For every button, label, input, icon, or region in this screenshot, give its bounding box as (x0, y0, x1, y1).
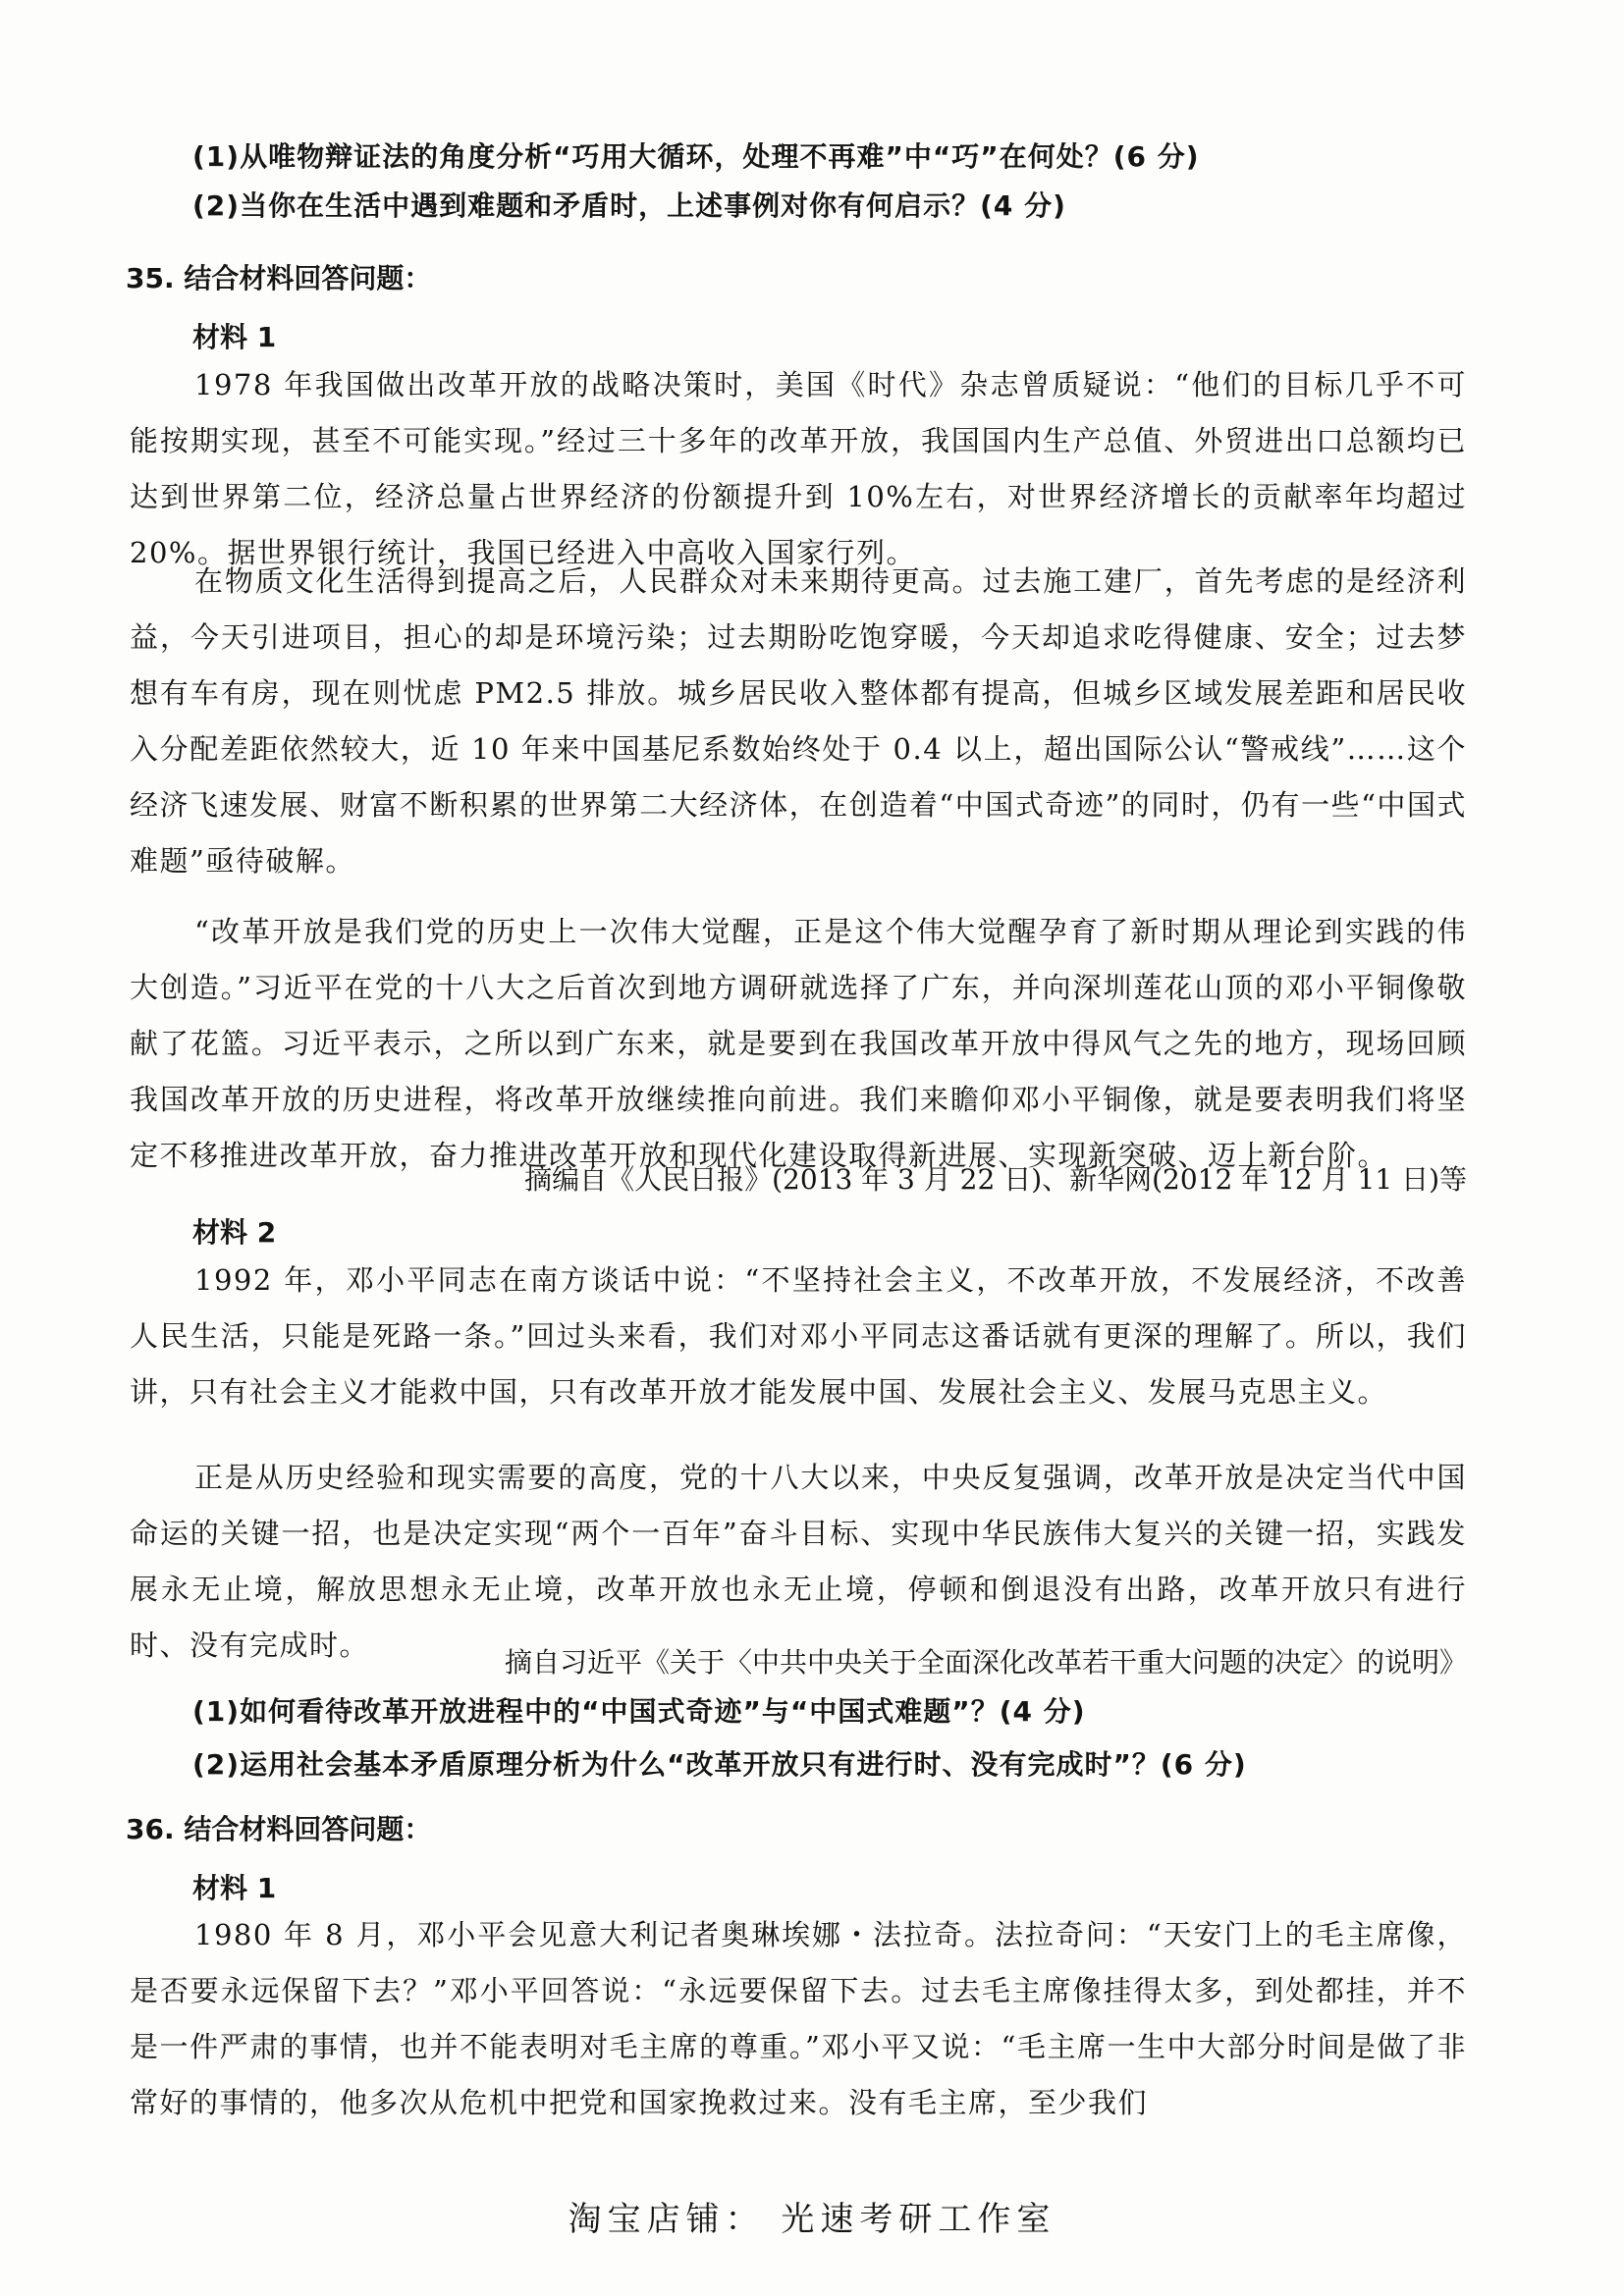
q35-m1-paragraph-2: 在物质文化生活得到提高之后，人民群众对未来期待更高。过去施工建厂，首先考虑的是经济利益，今天引进项目，担心的却是环境污染；过去期盼吃饱穿暖，今天却追求吃得健康、安全；过去梦想有车有房，现在则忧虑 PM2.5 排放。城乡居民收入整体都有提高，但城乡区域发展差距和居民收入分配差距依然较大，近 10 年来中国基尼系数始终处于 0.4 以上，超出国际公认“警戒线”……这个经济飞速发展、财富不断积累的世界第二大经济体，在创造着“中国式奇迹”的同时，仍有一些“中国式难题”亟待破解。 (130, 564, 1467, 878)
q35-m1-source: 摘编自《人民日报》(2013 年 3 月 22 日)、新华网(2012 年 12 月 11 日)等 (524, 1163, 1467, 1196)
q35-m2-paragraph-2: 正是从历史经验和现实需要的高度，党的十八大以来，中央反复强调，改革开放是决定当代中国命运的关键一招，也是决定实现“两个一百年”奋斗目标、实现中华民族伟大复兴的关键一招，实践发展永无止境，解放思想永无止境，改革开放也永无止境，停顿和倒退没有出路，改革开放只有进行时、没有完成时。 (130, 1461, 1467, 1662)
question-35-heading: 35. 结合材料回答问题： (126, 262, 432, 294)
footer-shop-watermark: 淘宝店铺： 光速考研工作室 (568, 2200, 1056, 2239)
q36-m1-paragraph-1: 1980 年 8 月，邓小平会见意大利记者奥琳埃娜・法拉奇。法拉奇问：“天安门上的毛主席像，是否要永远保留下去？”邓小平回答说：“永远要保留下去。过去毛主席像挂得太多，到处都挂，并不是一件严肃的事情，也并不能表明对毛主席的尊重。”邓小平又说：“毛主席一生中大部分时间是做了非常好的事情的，他多次从危机中把党和国家挽救过来。没有毛主席，至少我们 (130, 1918, 1467, 2119)
prev-subquestion-1: (1)从唯物辩证法的角度分析“巧用大循环，处理不再难”中“巧”在何处？(6 分) (192, 140, 1200, 173)
q35-m1-paragraph-1: 1978 年我国做出改革开放的战略决策时，美国《时代》杂志曾质疑说：“他们的目标几乎不可能按期实现，甚至不可能实现。”经过三十多年的改革开放，我国国内生产总值、外贸进出口总额均已达到世界第二位，经济总量占世界经济的份额提升到 10%左右，对世界经济增长的贡献率年均超过 20%。据世界银行统计，我国已经进入中高收入国家行列。 (130, 368, 1467, 569)
q35-material2-label: 材料 2 (192, 1216, 277, 1249)
q35-subquestion-2: (2)运用社会基本矛盾原理分析为什么“改革开放只有进行时、没有完成时”？(6 分) (192, 1748, 1247, 1781)
question-36-heading: 36. 结合材料回答问题： (126, 1813, 432, 1845)
q36-material1-label: 材料 1 (192, 1872, 277, 1904)
q35-subquestion-1: (1)如何看待改革开放进程中的“中国式奇迹”与“中国式难题”？(4 分) (192, 1695, 1086, 1728)
q35-m1-paragraph-3: “改革开放是我们党的历史上一次伟大觉醒，正是这个伟大觉醒孕育了新时期从理论到实践的伟大创造。”习近平在党的十八大之后首次到地方调研就选择了广东，并向深圳莲花山顶的邓小平铜像敬献了花篮。习近平表示，之所以到广东来，就是要到在我国改革开放中得风气之先的地方，现场回顾我国改革开放的历史进程，将改革开放继续推向前进。我们来瞻仰邓小平铜像，就是要表明我们将坚定不移推进改革开放，奋力推进改革开放和现代化建设取得新进展、实现新突破、迈上新台阶。 (130, 915, 1467, 1172)
q35-m2-source: 摘自习近平《关于〈中共中央关于全面深化改革若干重大问题的决定〉的说明》 (504, 1646, 1467, 1679)
q35-material1-label: 材料 1 (192, 321, 277, 353)
q35-m2-paragraph-1: 1992 年，邓小平同志在南方谈话中说：“不坚持社会主义，不改革开放，不发展经济，不改善人民生活，只能是死路一条。”回过头来看，我们对邓小平同志这番话就有更深的理解了。所以，我们讲，只有社会主义才能救中国，只有改革开放才能发展中国、发展社会主义、发展马克思主义。 (130, 1263, 1467, 1409)
prev-subquestion-2: (2)当你在生活中遇到难题和矛盾时，上述事例对你有何启示？(4 分) (192, 189, 1066, 222)
